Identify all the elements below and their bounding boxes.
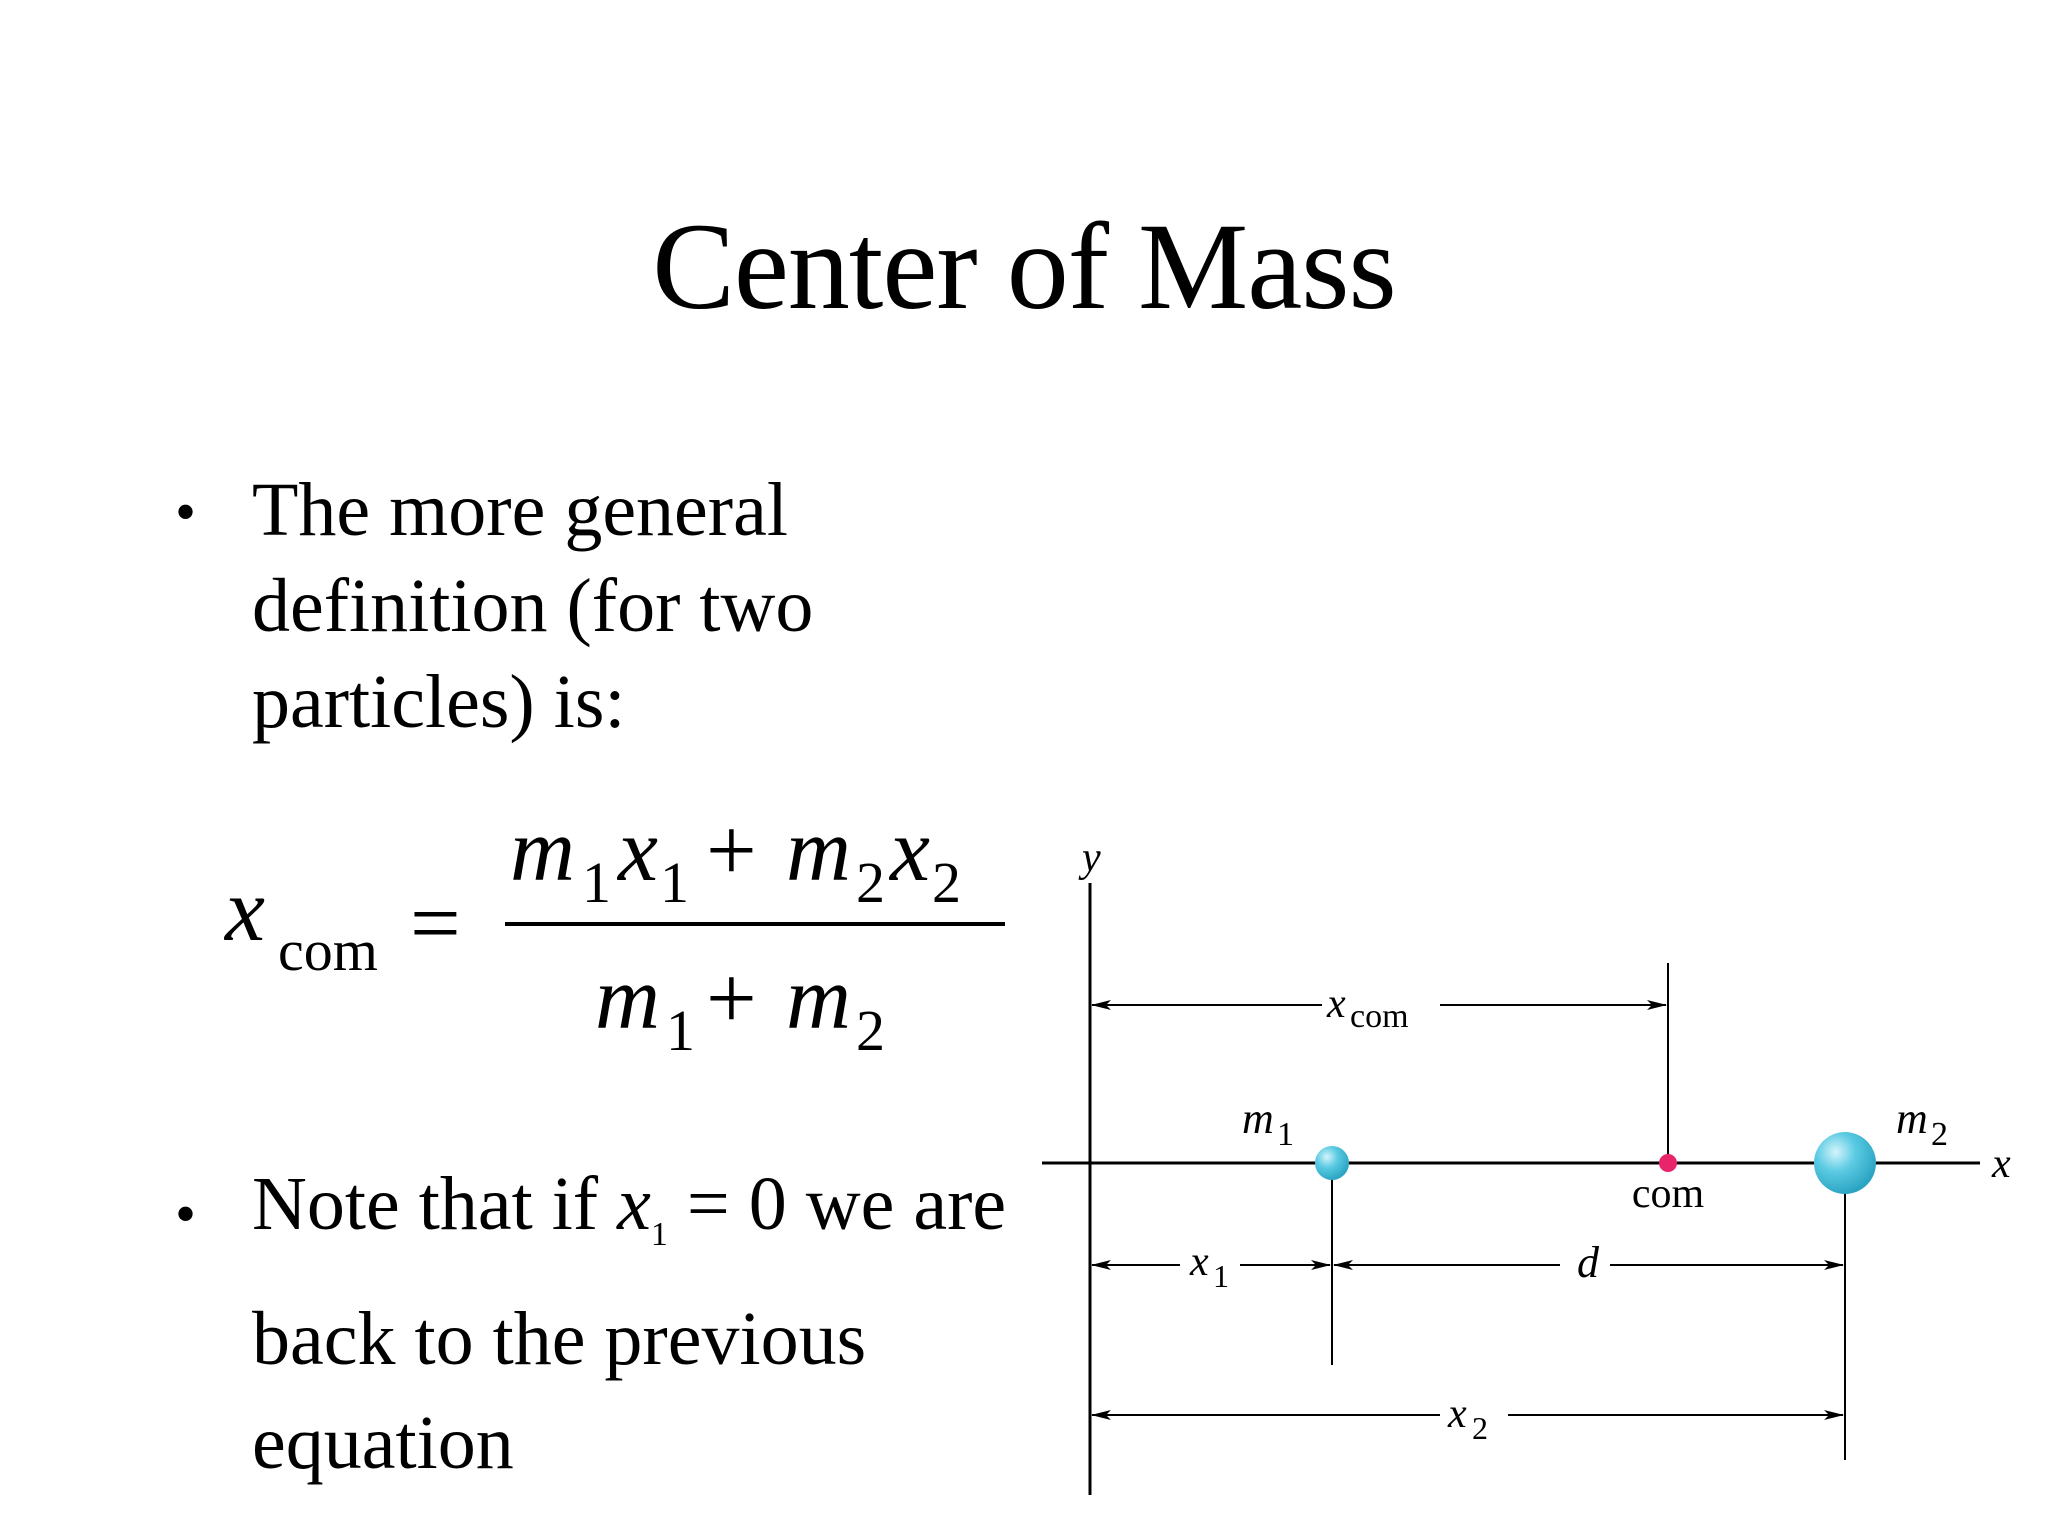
mass-1-particle [1315,1146,1349,1180]
formula-num-m2: m [786,801,851,900]
formula-den-m1-sub: 1 [666,998,695,1060]
formula-num-m2-sub: 2 [856,850,885,915]
x2-label-sub: 2 [1472,1410,1488,1446]
bullet-text [252,1152,1012,1495]
mass-2-label: m [1896,1094,1928,1143]
two-particle-diagram [1030,815,2048,1515]
bullet-var-sub: 1 [650,1216,668,1253]
slide-title: Center of Mass [652,198,1396,335]
bullet-marker: • [175,1181,197,1247]
x2-label: x [1448,1391,1467,1437]
d-label: d [1577,1238,1599,1287]
formula-num-x2: x [890,801,930,900]
formula-num-m1-sub: 1 [582,850,611,915]
formula-equals: = [410,874,461,973]
x1-label-sub: 1 [1213,1258,1229,1294]
xcom-label-sub: com [1350,998,1409,1035]
formula-den-m2: m [786,949,851,1048]
x-axis-label: x [1992,1141,2011,1187]
formula-den-m1: m [595,949,660,1048]
formula-den-m2-sub: 2 [856,998,885,1060]
formula-num-x1-sub: 1 [660,850,689,915]
com-point [1659,1154,1677,1172]
mass-1-label: m [1242,1094,1274,1143]
bullet-text-prefix: Note that if [252,1162,618,1246]
mass-2-label-sub: 2 [1931,1116,1948,1153]
bullet-marker: • [175,479,197,545]
formula-num-plus: + [706,801,757,900]
bullet-var-x: x [617,1162,651,1246]
formula-num-x2-sub: 2 [932,850,961,915]
mass-1-label-sub: 1 [1277,1116,1294,1153]
x1-label: x [1190,1239,1209,1285]
center-of-mass-formula [200,790,1020,1060]
formula-den-plus: + [706,949,757,1048]
formula-lhs-var: x [225,861,265,960]
com-label: com [1631,1171,1705,1217]
mass-2-particle [1814,1132,1876,1194]
formula-num-x1: x [618,801,658,900]
xcom-label: x [1327,981,1346,1027]
y-axis-label: y [1082,835,1101,881]
formula-lhs-sub: com [278,918,378,983]
formula-num-m1: m [510,801,575,900]
bullet-text: The more general definition (for two particles) is: [252,468,814,744]
bullet-text-suffix: = 0 we are back to the previous equation [252,1162,1007,1485]
